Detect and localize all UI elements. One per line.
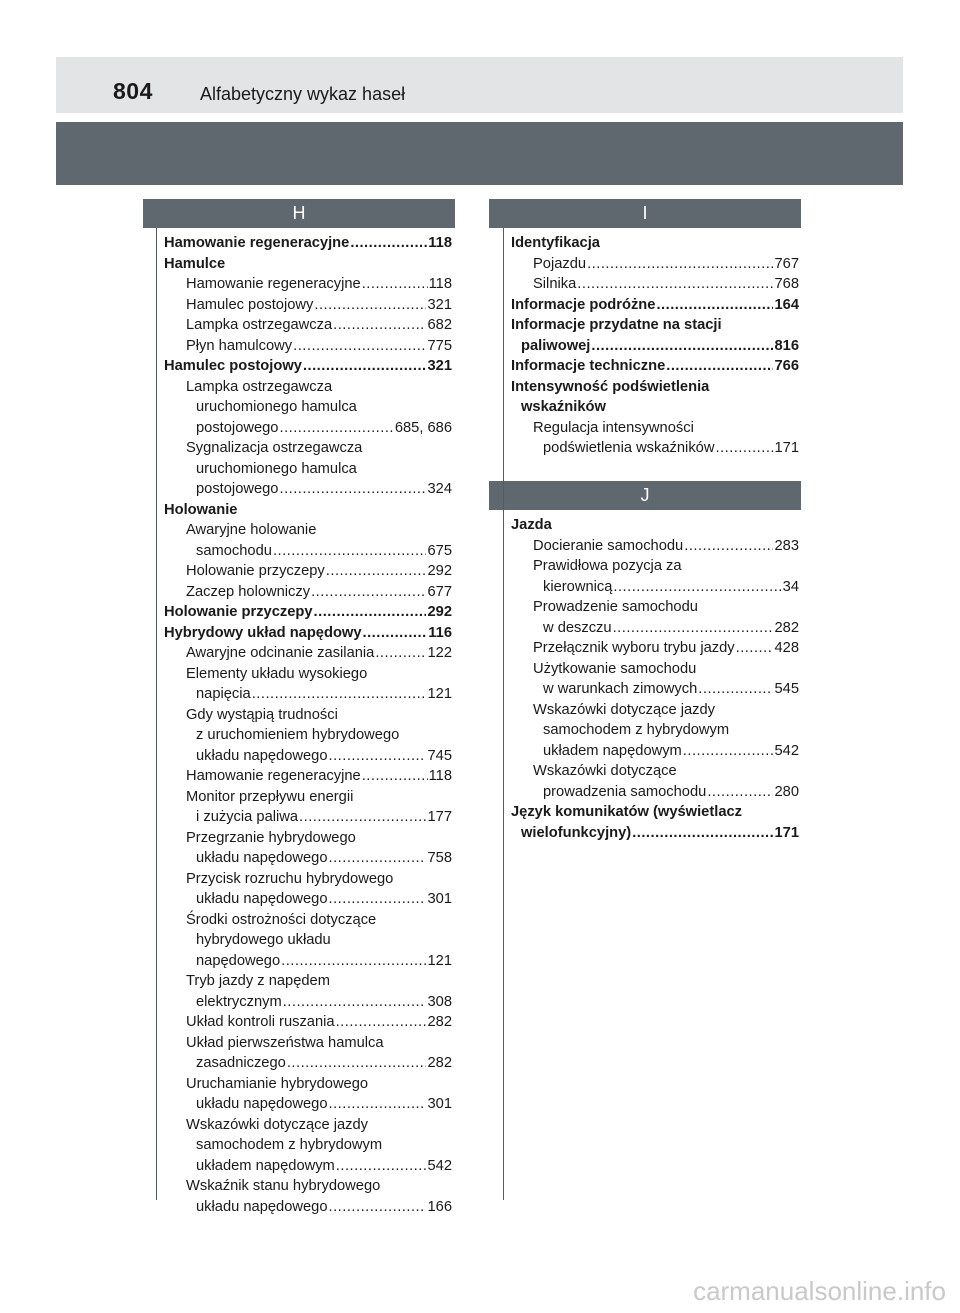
index-entry-page: 321: [427, 296, 452, 313]
index-entry-term: Hamulec postojowy: [164, 358, 302, 374]
index-entry: [164, 930, 452, 951]
index-entry: [511, 274, 799, 295]
index-entry: [511, 515, 799, 536]
index-entry-page: 177: [427, 809, 452, 825]
index-entry-page: 282: [427, 1014, 452, 1030]
index-entry-page: 768: [774, 276, 799, 292]
index-entry-term: Hybrydowy układ napędowy: [164, 624, 362, 641]
section-header-h: H: [143, 199, 455, 228]
index-entry-term: prowadzenia samochodu: [543, 783, 707, 800]
index-entry-term: samochodem z hybrydowym: [543, 722, 730, 738]
index-entry-page: 682: [427, 317, 452, 333]
dot-leader: [283, 992, 427, 1013]
index-entry-page: 308: [427, 993, 452, 1010]
dot-leader: [329, 746, 427, 767]
index-entry-term: Sygnalizacja ostrzegawcza: [186, 440, 363, 456]
index-entry: [511, 397, 799, 418]
index-entry-term: Monitor przepływu energii: [186, 788, 354, 805]
index-entry: [164, 705, 452, 726]
index-entry-term: Prawidłowa pozycja za: [533, 558, 682, 574]
index-entry: [511, 577, 799, 598]
index-entry-term: Zaczep holowniczy: [186, 583, 311, 600]
dot-leader: [326, 561, 427, 582]
index-entry: [511, 823, 799, 844]
index-entry-term: Język komunikatów (wyświetlacz: [511, 804, 743, 820]
index-entry-term: Holowanie: [164, 501, 238, 518]
index-entry-term: elektrycznym: [196, 993, 282, 1010]
index-entry-term: podświetlenia wskaźników: [543, 440, 715, 456]
index-entry-term: Hamowanie regeneracyjne: [164, 235, 350, 251]
index-entry: [164, 356, 452, 377]
index-entry-term: Hamulce: [164, 255, 226, 272]
section-header-j: J: [489, 481, 801, 510]
index-entry-page: 428: [774, 640, 799, 656]
index-entry-term: Wskaźnik stanu hybrydowego: [186, 1178, 381, 1194]
index-entry: [511, 438, 799, 459]
index-entry-term: Elementy układu wysokiego: [186, 665, 368, 682]
index-entry-term: postojowego: [196, 419, 279, 436]
index-entry: [164, 500, 452, 521]
index-entry: [511, 254, 799, 275]
index-entry: [164, 602, 452, 623]
index-entry: [511, 377, 799, 398]
page-number: 804: [113, 78, 153, 104]
index-entry-term: w deszczu: [543, 619, 612, 636]
index-entry-page: 118: [428, 276, 452, 292]
index-entry-page: 282: [427, 1055, 452, 1071]
dot-leader: [299, 807, 426, 828]
index-entry: [164, 254, 452, 275]
index-entry-term: Docieranie samochodu: [533, 537, 684, 554]
index-entry: [511, 679, 799, 700]
index-entry: [164, 623, 452, 644]
index-entry: [164, 1135, 452, 1156]
index-entry-term: Układ pierwszeństwa hamulca: [186, 1034, 384, 1051]
dot-leader: [273, 541, 427, 562]
index-entry: [164, 1053, 452, 1074]
index-entry-term: Informacje przydatne na stacji: [511, 317, 722, 333]
index-entry-term: postojowego: [196, 481, 279, 497]
index-entry-term: układu napędowego: [196, 1096, 328, 1112]
index-entry: [511, 720, 799, 741]
dot-leader: [314, 295, 426, 316]
index-entry-term: Intensywność podświetlenia: [511, 378, 710, 395]
index-entry-term: układem napędowym: [196, 1157, 335, 1174]
index-entry-term: kierownicą: [543, 578, 613, 595]
dot-leader: [591, 336, 773, 357]
index-entry-page: 280: [774, 783, 799, 800]
index-entry: [164, 869, 452, 890]
index-entry: [164, 418, 452, 439]
dot-leader: [707, 782, 773, 803]
index-entry: [164, 746, 452, 767]
dot-leader: [363, 623, 428, 644]
index-entry: [164, 1094, 452, 1115]
dot-leader: [350, 233, 427, 254]
index-entry-term: paliwowej: [521, 337, 591, 354]
index-column-j: [511, 515, 799, 843]
dot-leader: [362, 274, 428, 295]
index-entry-page: 301: [427, 1096, 452, 1112]
index-entry-term: układem napędowym: [543, 742, 682, 759]
index-entry: [164, 397, 452, 418]
dot-leader: [587, 254, 773, 275]
index-entry-term: Silnika: [533, 276, 577, 292]
index-entry: [164, 479, 452, 500]
index-entry-page: 292: [427, 604, 452, 620]
index-entry: [164, 459, 452, 480]
index-entry-page: 745: [427, 747, 452, 764]
index-entry: [164, 971, 452, 992]
index-entry-page: 118: [428, 235, 452, 251]
index-entry: [164, 315, 452, 336]
index-entry-page: 118: [428, 768, 452, 784]
index-entry-page: 542: [427, 1157, 452, 1174]
index-entry: [164, 1197, 452, 1218]
dot-leader: [736, 638, 774, 659]
index-entry-page: 321: [427, 358, 452, 374]
index-entry-page: 767: [774, 255, 799, 272]
dot-leader: [336, 1012, 427, 1033]
dot-leader: [613, 618, 774, 639]
index-entry-page: 122: [427, 645, 452, 661]
index-entry-term: Pojazdu: [533, 255, 587, 272]
index-entry-term: Hamowanie regeneracyjne: [186, 276, 361, 292]
index-entry: [164, 951, 452, 972]
header-band: [56, 122, 903, 185]
dot-leader: [311, 582, 426, 603]
index-entry: [164, 438, 452, 459]
index-entry-page: 34: [782, 578, 799, 595]
index-entry-page: 545: [774, 681, 799, 697]
column-rule-right: [503, 228, 504, 1200]
dot-leader: [715, 438, 773, 459]
index-entry: [164, 541, 452, 562]
index-entry-term: wielofunkcyjny): [521, 824, 632, 841]
dot-leader: [329, 848, 427, 869]
index-entry-term: Użytkowanie samochodu: [533, 660, 697, 677]
index-entry-page: 116: [428, 624, 452, 641]
index-entry: [511, 618, 799, 639]
index-entry: [511, 597, 799, 618]
index-entry-term: Holowanie przyczepy: [186, 563, 325, 579]
index-entry-term: napięcia: [196, 686, 251, 702]
index-entry-term: układu napędowego: [196, 1198, 328, 1215]
page-title: Alfabetyczny wykaz haseł: [200, 84, 406, 104]
index-entry: [511, 295, 799, 316]
dot-leader: [336, 1156, 427, 1177]
index-entry: [511, 659, 799, 680]
index-entry-page: 766: [774, 358, 799, 374]
index-entry: [511, 536, 799, 557]
index-entry-page: 675: [427, 542, 452, 559]
dot-leader: [303, 356, 427, 377]
index-entry-page: 758: [427, 850, 452, 866]
index-entry: [511, 336, 799, 357]
dot-leader: [279, 418, 393, 439]
index-entry: [511, 741, 799, 762]
index-entry: [164, 684, 452, 705]
index-entry-page: 283: [774, 537, 799, 554]
index-entry-term: Przegrzanie hybrydowego: [186, 829, 356, 846]
dot-leader: [632, 823, 773, 844]
index-entry: [511, 356, 799, 377]
index-entry-term: Układ kontroli ruszania: [186, 1014, 335, 1030]
index-entry: [511, 802, 799, 823]
index-entry-page: 282: [774, 619, 799, 636]
index-entry-term: Wskazówki dotyczące jazdy: [186, 1116, 369, 1133]
index-entry-page: 775: [427, 337, 452, 354]
dot-leader: [314, 602, 427, 623]
index-entry: [164, 1176, 452, 1197]
index-entry-term: układu napędowego: [196, 891, 328, 907]
header-bar: [56, 57, 903, 113]
index-entry-term: Płyn hamulcowy: [186, 337, 293, 354]
index-entry-term: układu napędowego: [196, 747, 328, 764]
index-entry-page: 685, 686: [394, 419, 452, 436]
dot-leader: [329, 1094, 427, 1115]
dot-leader: [293, 336, 426, 357]
index-entry: [164, 1074, 452, 1095]
index-entry: [511, 233, 799, 254]
index-entry: [164, 787, 452, 808]
index-entry-term: Tryb jazdy z napędem: [186, 973, 330, 989]
index-entry-term: Lampka ostrzegawcza: [186, 317, 333, 333]
index-entry-term: Gdy wystąpią trudności: [186, 706, 338, 723]
dot-leader: [698, 679, 773, 700]
index-entry-term: Holowanie przyczepy: [164, 604, 313, 620]
index-entry: [164, 848, 452, 869]
index-entry-term: hybrydowego układu: [196, 932, 331, 948]
index-entry: [164, 336, 452, 357]
index-entry: [164, 1012, 452, 1033]
index-entry-term: Przełącznik wyboru trybu jazdy: [533, 640, 735, 656]
index-entry-term: Wskazówki dotyczące: [533, 763, 677, 779]
index-entry-term: Lampka ostrzegawcza: [186, 378, 333, 395]
index-entry-term: Informacje podróżne: [511, 296, 656, 313]
index-entry-term: samochodem z hybrydowym: [196, 1137, 383, 1153]
index-entry: [164, 725, 452, 746]
index-entry-term: samochodu: [196, 542, 272, 559]
dot-leader: [329, 889, 427, 910]
index-entry: [164, 910, 452, 931]
dot-leader: [281, 951, 426, 972]
index-entry-page: 677: [427, 583, 452, 600]
index-entry: [511, 418, 799, 439]
index-entry-term: Prowadzenie samochodu: [533, 599, 698, 615]
index-entry-page: 166: [427, 1198, 452, 1215]
index-entry: [511, 638, 799, 659]
index-entry-page: 121: [427, 952, 452, 969]
index-entry: [164, 274, 452, 295]
index-entry-page: 164: [774, 296, 799, 313]
index-entry: [164, 807, 452, 828]
index-entry-term: Jazda: [511, 517, 552, 533]
dot-leader: [329, 1197, 427, 1218]
index-entry: [511, 315, 799, 336]
index-entry-term: i zużycia paliwa: [196, 809, 299, 825]
column-rule-left: [156, 228, 157, 1200]
dot-leader: [683, 741, 774, 762]
index-column-h: [164, 233, 452, 1217]
dot-leader: [577, 274, 773, 295]
index-entry-page: 121: [427, 686, 452, 702]
index-entry: [164, 643, 452, 664]
index-entry-term: Awaryjne odcinanie zasilania: [186, 645, 375, 661]
dot-leader: [333, 315, 426, 336]
index-entry-term: w warunkach zimowych: [543, 681, 698, 697]
index-entry: [164, 233, 452, 254]
index-entry-term: układu napędowego: [196, 850, 328, 866]
index-entry: [164, 561, 452, 582]
dot-leader: [666, 356, 773, 377]
index-entry-term: Awaryjne holowanie: [186, 522, 317, 538]
index-entry-term: Uruchamianie hybrydowego: [186, 1075, 369, 1092]
index-entry-term: Regulacja intensywności: [533, 419, 694, 436]
index-entry: [511, 700, 799, 721]
index-entry-term: Środki ostrożności dotyczące: [186, 911, 377, 928]
dot-leader: [362, 766, 428, 787]
index-entry: [164, 1115, 452, 1136]
index-entry-page: 292: [427, 563, 452, 579]
index-entry: [164, 295, 452, 316]
index-entry: [164, 992, 452, 1013]
index-entry: [164, 1033, 452, 1054]
index-entry-term: Hamowanie regeneracyjne: [186, 768, 361, 784]
index-entry-page: 171: [774, 824, 799, 841]
index-entry-page: 171: [774, 440, 799, 456]
dot-leader: [684, 536, 773, 557]
index-entry-term: uruchomionego hamulca: [196, 399, 357, 415]
index-entry: [164, 766, 452, 787]
index-entry-term: z uruchomieniem hybrydowego: [196, 727, 400, 743]
index-entry: [511, 556, 799, 577]
dot-leader: [279, 479, 426, 500]
dot-leader: [656, 295, 773, 316]
index-entry: [164, 664, 452, 685]
index-entry-term: Informacje techniczne: [511, 358, 666, 374]
index-column-i: [511, 233, 799, 459]
index-entry-term: Hamulec postojowy: [186, 296, 314, 313]
index-entry-page: 816: [774, 337, 799, 354]
dot-leader: [613, 577, 781, 598]
index-entry: [511, 782, 799, 803]
index-entry-term: Wskazówki dotyczące jazdy: [533, 701, 716, 718]
dot-leader: [252, 684, 427, 705]
index-entry: [511, 761, 799, 782]
dot-leader: [287, 1053, 427, 1074]
index-entry-page: 542: [774, 742, 799, 759]
index-entry: [164, 582, 452, 603]
index-entry-term: zasadniczego: [196, 1055, 286, 1071]
dot-leader: [375, 643, 426, 664]
index-entry-term: uruchomionego hamulca: [196, 460, 357, 477]
index-entry-term: wskaźników: [521, 399, 606, 415]
index-entry: [164, 520, 452, 541]
index-entry: [164, 1156, 452, 1177]
index-entry-page: 301: [427, 891, 452, 907]
section-header-i: I: [489, 199, 801, 228]
index-entry-page: 324: [427, 481, 452, 497]
index-entry: [164, 377, 452, 398]
index-entry-term: Przycisk rozruchu hybrydowego: [186, 870, 394, 887]
index-entry-term: napędowego: [196, 952, 281, 969]
index-entry-term: Identyfikacja: [511, 235, 600, 251]
index-entry: [164, 889, 452, 910]
index-entry: [164, 828, 452, 849]
watermark: carmanualsonline.info: [693, 1276, 946, 1306]
